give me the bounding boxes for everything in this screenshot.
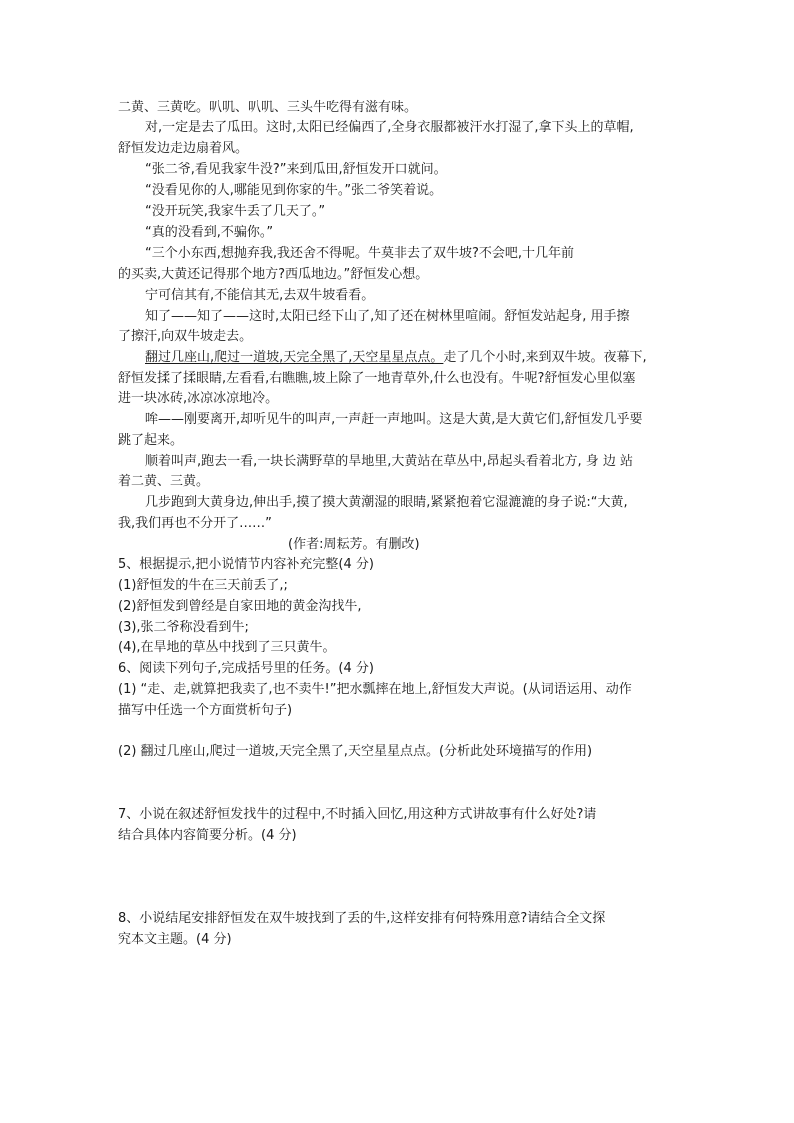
underlined-sentence: 翻过几座山,爬过一道坡,天完全黑了,天空星星点点。	[145, 350, 444, 365]
story-paragraph-3: “张二爷,看见我家牛没?”来到瓜田,舒恒发开口就问。	[145, 162, 447, 177]
story-paragraph-9-line-2: 了擦汗,向双牛坡走去。	[118, 329, 253, 344]
question-5-item-4: (4),在旱地的草丛中找到了三只黄牛。	[118, 640, 336, 655]
story-paragraph-7-line-2: 的买卖,大黄还记得那个地方?西瓜地边。”舒恒发心想。	[118, 267, 429, 282]
story-paragraph-1: 二黄、三黄吃。叭叽、叭叽、三头牛吃得有滋有味。	[118, 100, 418, 115]
story-paragraph-12-line-2: 着二黄、三黄。	[118, 474, 210, 489]
story-paragraph-10-line-2: 舒恒发揉了揉眼睛,左看看,右瞧瞧,坡上除了一地青草外,什么也没有。牛呢?舒恒发心里似塞	[118, 371, 636, 386]
story-paragraph-10-line-3: 进一块冰砖,冰凉冰凉地冷。	[118, 391, 279, 406]
question-6-item-1-line-1: (1) “走、走,就算把我卖了,也不卖牛!”把水瓢摔在地上,舒恒发大声说。(从词语运用、动作	[118, 682, 632, 697]
story-paragraph-9-line-1: 知了——知了——这时,太阳已经下山了,知了还在树林里喧闹。舒恒发站起身, 用手擦	[145, 309, 630, 324]
question-8-line-2: 究本文主题。(4 分)	[118, 932, 232, 947]
story-paragraph-10-rest: 走了几个小时,来到双牛坡。夜幕下,	[443, 350, 647, 365]
story-paragraph-5: “没开玩笑,我家牛丢了几天了。”	[145, 204, 326, 219]
question-6-title: 6、阅读下列句子,完成括号里的任务。(4 分)	[118, 661, 374, 676]
story-paragraph-6: “真的没看到,不骗你。”	[145, 225, 274, 240]
story-paragraph-8: 宁可信其有,不能信其无,去双牛坡看看。	[145, 288, 375, 303]
question-6-item-2: (2) 翻过几座山,爬过一道坡,天完全黑了,天空星星点点。(分析此处环境描写的作用)	[118, 744, 593, 759]
story-paragraph-7-line-1: “三个小东西,想抛弃我,我还舍不得呢。牛莫非去了双牛坡?不会吧,十几年前	[145, 246, 575, 261]
story-paragraph-4: “没看见你的人,哪能见到你家的牛。”张二爷笑着说。	[145, 183, 443, 198]
author-credit: (作者:周耘芳。有删改)	[288, 537, 420, 552]
question-8-line-1: 8、小说结尾安排舒恒发在双牛坡找到了丢的牛,这样安排有何特殊用意?请结合全文探	[118, 911, 606, 926]
question-7-line-2: 结合具体内容简要分析。(4 分)	[118, 828, 297, 843]
question-5-item-3: (3),张二爷称没看到牛;	[118, 620, 249, 635]
story-paragraph-2-line-1: 对,一定是去了瓜田。这时,太阳已经偏西了,全身衣服都被汗水打湿了,拿下头上的草帽,	[145, 120, 634, 135]
story-paragraph-10-line-1	[145, 349, 647, 367]
question-5-item-2: (2)舒恒发到曾经是自家田地的黄金沟找牛,	[118, 599, 362, 614]
question-5-item-1: (1)舒恒发的牛在三天前丢了,;	[118, 578, 288, 593]
story-paragraph-12-line-1: 顺着叫声,跑去一看,一块长满野草的旱地里,大黄站在草丛中,昂起头看着北方, 身 边 站	[145, 454, 634, 469]
story-paragraph-2-line-2: 舒恒发边走边扇着风。	[118, 141, 249, 156]
question-6-item-1-line-2: 描写中任选一个方面赏析句子)	[118, 703, 293, 718]
question-7-line-1: 7、小说在叙述舒恒发找牛的过程中,不时插入回忆,用这种方式讲故事有什么好处?请	[118, 807, 597, 822]
story-paragraph-11-line-2: 跳了起来。	[118, 433, 184, 448]
question-5-title: 5、根据提示,把小说情节内容补充完整(4 分)	[118, 557, 374, 572]
story-paragraph-11-line-1: 哞——刚要离开,却听见牛的叫声,一声赶一声地叫。这是大黄,是大黄它们,舒恒发几乎要	[145, 412, 643, 427]
story-paragraph-13-line-1: 几步跑到大黄身边,伸出手,摸了摸大黄潮湿的眼睛,紧紧抱着它湿漉漉的身子说:“大黄,	[145, 495, 628, 510]
story-paragraph-13-line-2: 我,我们再也不分开了……”	[118, 516, 272, 531]
